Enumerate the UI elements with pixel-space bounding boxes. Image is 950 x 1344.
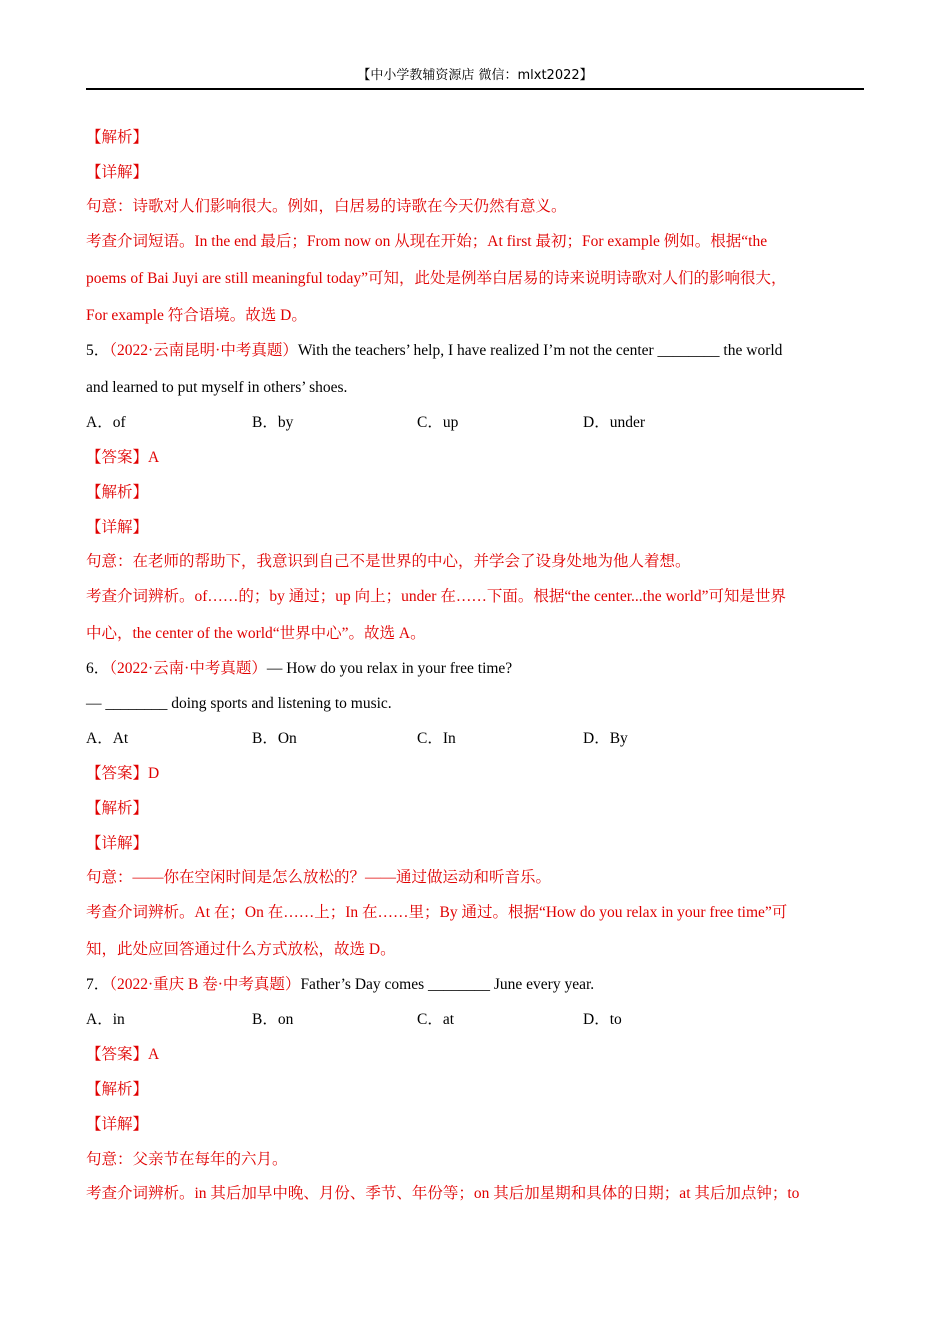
question-source: （2022·云南昆明·中考真题） <box>109 342 298 359</box>
explanation-line: For example 符合语境。故选 D。 <box>86 307 307 324</box>
question-7-stem <box>86 974 864 996</box>
question-source: （2022·云南·中考真题） <box>109 660 267 677</box>
option-b: B．on <box>252 1011 294 1028</box>
explanation-line: 考查介词辨析。of……的；by 通过；up 向上；under 在……下面。根据“the center...the world”可知是世界 <box>86 588 786 605</box>
explanation-line: poems of Bai Juyi are still meaningful today”可知，此处是例举白居易的诗来说明诗歌对人们的影响很大， <box>86 270 787 287</box>
answer-label: 【答案】A <box>86 449 160 466</box>
explanation-line: 中心，the center of the world“世界中心”。故选 A。 <box>86 625 426 642</box>
option-a: A．At <box>86 730 129 747</box>
question-text: — How do you relax in your free time? <box>266 660 513 677</box>
option-d: D．to <box>583 1011 622 1028</box>
answer-label: 【答案】D <box>86 765 160 782</box>
option-c: C．at <box>417 1011 455 1028</box>
question-text: With the teachers’ help, I have realized I’m not the center ________ the world <box>297 342 783 359</box>
option-d: D．By <box>583 730 628 747</box>
analysis-label: 【解析】 <box>86 1081 149 1098</box>
detail-label: 【详解】 <box>86 835 149 852</box>
detail-label: 【详解】 <box>86 519 149 536</box>
option-b: B．On <box>252 730 297 747</box>
option-b: B．by <box>252 414 294 431</box>
explanation-line: 考查介词短语。In the end 最后；From now on 从现在开始；At first 最初；For example 例如。根据“the <box>86 233 768 250</box>
question-number: 5． <box>86 342 110 359</box>
sentence-meaning: 句意：在老师的帮助下，我意识到自己不是世界的中心，并学会了设身处地为他人着想。 <box>86 553 691 570</box>
explanation-line: 知，此处应回答通过什么方式放松，故选 D。 <box>86 941 396 958</box>
answer-label: 【答案】A <box>86 1046 160 1063</box>
option-c: C．up <box>417 414 459 431</box>
question-text: — ________ doing sports and listening to music. <box>86 695 392 712</box>
explanation-line: 考查介词辨析。At 在；On 在……上；In 在……里；By 通过。根据“How do you relax in your free time”可 <box>86 904 788 921</box>
option-c: C．In <box>417 730 456 747</box>
sentence-meaning: 句意：——你在空闲时间是怎么放松的？——通过做运动和听音乐。 <box>86 869 552 886</box>
detail-label: 【详解】 <box>86 1116 149 1133</box>
sentence-meaning: 句意：诗歌对人们影响很大。例如，白居易的诗歌在今天仍然有意义。 <box>86 198 567 215</box>
analysis-label: 【解析】 <box>86 129 149 146</box>
explanation-line: 考查介词辨析。in 其后加早中晚、月份、季节、年份等；on 其后加星期和具体的日期；at 其后加点钟；to <box>86 1185 800 1202</box>
question-5-stem <box>86 340 864 362</box>
question-source: （2022·重庆 B 卷·中考真题） <box>109 976 301 993</box>
analysis-label: 【解析】 <box>86 800 149 817</box>
option-d: D．under <box>583 414 645 431</box>
question-number: 6． <box>86 660 110 677</box>
analysis-label: 【解析】 <box>86 484 149 501</box>
page-header: 【中小学教辅资源店 微信：mlxt2022】 <box>86 66 864 90</box>
option-a: A．in <box>86 1011 125 1028</box>
option-a: A．of <box>86 414 126 431</box>
question-6-stem <box>86 658 864 680</box>
question-text: Father’s Day comes ________ June every year. <box>300 976 595 993</box>
question-number: 7． <box>86 976 110 993</box>
question-text: and learned to put myself in others’ shoes. <box>86 379 348 396</box>
detail-label: 【详解】 <box>86 164 149 181</box>
sentence-meaning: 句意：父亲节在每年的六月。 <box>86 1151 288 1168</box>
